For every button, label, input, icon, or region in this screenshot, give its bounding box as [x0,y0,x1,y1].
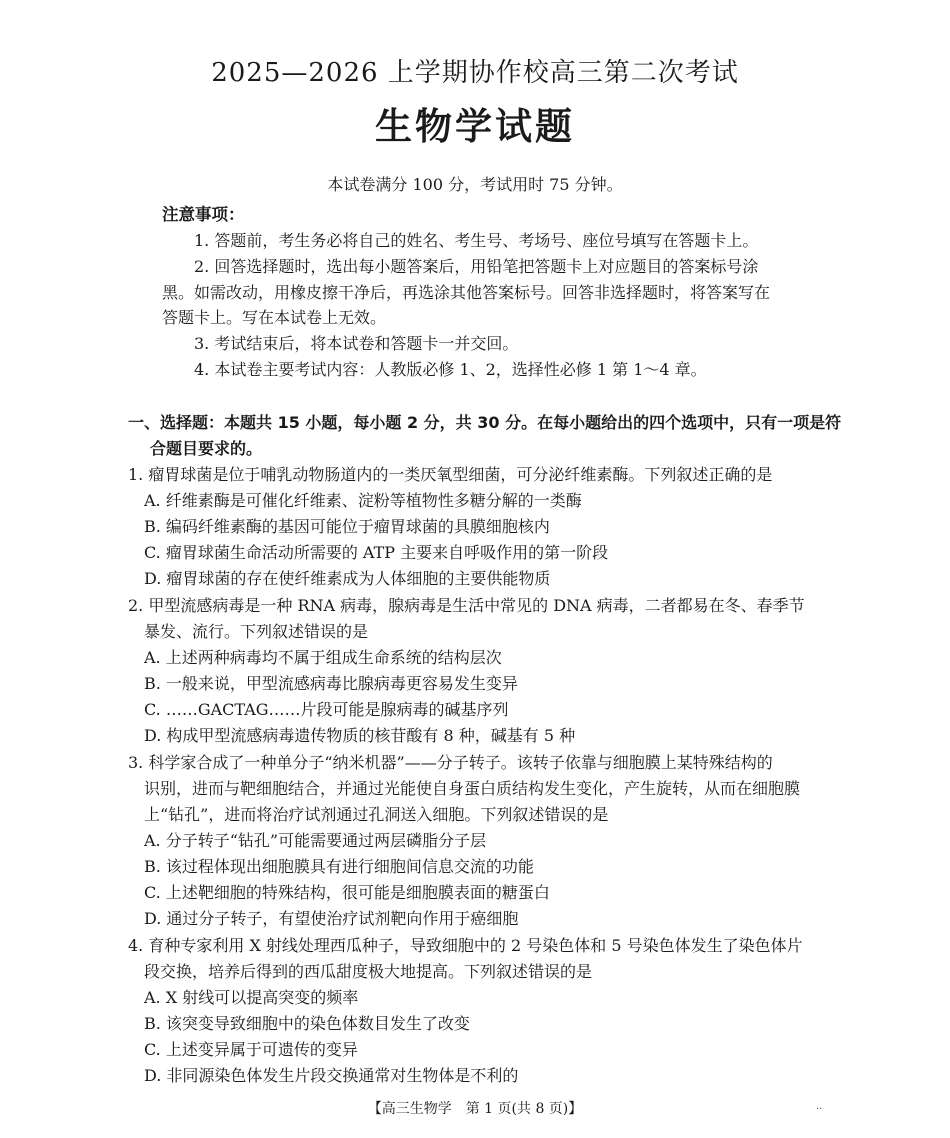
section-heading: 一、选择题：本题共 15 小题，每小题 2 分，共 30 分。在每小题给出的四个选项中，只有一项是符 [128,413,842,432]
note-3: 3. 考试结束后，将本试卷和答题卡一并交回。 [194,334,519,353]
q1-option-b: B. 编码纤维素酶的基因可能位于瘤胃球菌的具膜细胞核内 [144,517,550,536]
q4-option-c: C. 上述变异属于可遗传的变异 [144,1040,358,1059]
note-1: 1. 答题前，考生务必将自己的姓名、考生号、考场号、座位号填写在答题卡上。 [194,231,759,250]
exam-title: 2025—2026 上学期协作校高三第二次考试 [211,58,739,88]
exam-intro: 本试卷满分 100 分，考试用时 75 分钟。 [327,175,623,194]
q4-option-d: D. 非同源染色体发生片段交换通常对生物体是不利的 [144,1066,519,1085]
q2-option-d: D. 构成甲型流感病毒遗传物质的核苷酸有 8 种，碱基有 5 种 [144,726,576,745]
q2-stem: 2. 甲型流感病毒是一种 RNA 病毒，腺病毒是生活中常见的 DNA 病毒，二者都易在冬、春季节 [128,596,805,615]
notes-heading: 注意事项： [162,205,245,224]
q4-stem: 4. 育种专家利用 X 射线处理西瓜种子，导致细胞中的 2 号染色体和 5 号染色体发生了染色体片 [128,936,803,955]
q1-option-a: A. 纤维素酶是可催化纤维素、淀粉等植物性多糖分解的一类酶 [144,491,582,510]
q1-option-c: C. 瘤胃球菌生命活动所需要的 ATP 主要来自呼吸作用的第一阶段 [144,543,609,562]
page-footer: 【高三生物学 第 1 页(共 8 页)】 [367,1101,583,1117]
q2-option-c: C. ……GACTAG……片段可能是腺病毒的碱基序列 [144,700,509,719]
q2-option-b: B. 一般来说，甲型流感病毒比腺病毒更容易发生变异 [144,674,518,693]
corner-mark: ·· [816,1104,823,1115]
section-heading-cont: 合题目要求的。 [150,439,263,458]
q2-stem-cont: 暴发、流行。下列叙述错误的是 [144,622,369,641]
q1-option-d: D. 瘤胃球菌的存在使纤维素成为人体细胞的主要供能物质 [144,569,551,588]
q3-stem-cont: 识别，进而与靶细胞结合，并通过光能使自身蛋白质结构发生变化，产生旋转，从而在细胞膜 [144,779,801,798]
note-4: 4. 本试卷主要考试内容：人教版必修 1、2，选择性必修 1 第 1～4 章。 [194,360,707,379]
note-2: 2. 回答选择题时，选出每小题答案后，用铅笔把答题卡上对应题目的答案标号涂 [194,257,759,276]
q3-option-b: B. 该过程体现出细胞膜具有进行细胞间信息交流的功能 [144,857,534,876]
note-2-end: 答题卡上。写在本试卷上无效。 [162,308,387,327]
note-2-cont: 黑。如需改动，用橡皮擦干净后，再选涂其他答案标号。回答非选择题时，将答案写在 [162,283,771,302]
subject-title: 生物学试题 [375,105,575,148]
q1-stem: 1. 瘤胃球菌是位于哺乳动物肠道内的一类厌氧型细菌，可分泌纤维素酶。下列叙述正确的是 [128,465,773,484]
q2-option-a: A. 上述两种病毒均不属于组成生命系统的结构层次 [144,648,502,667]
q3-option-d: D. 通过分子转子，有望使治疗试剂靶向作用于癌细胞 [144,909,519,928]
q3-stem-end: 上“钻孔”，进而将治疗试剂通过孔洞送入细胞。下列叙述错误的是 [144,805,609,824]
q4-option-b: B. 该突变导致细胞中的染色体数目发生了改变 [144,1014,470,1033]
q4-option-a: A. X 射线可以提高突变的频率 [144,988,359,1007]
q4-stem-cont: 段交换，培养后得到的西瓜甜度极大地提高。下列叙述错误的是 [144,962,593,981]
q3-option-c: C. 上述靶细胞的特殊结构，很可能是细胞膜表面的糖蛋白 [144,883,550,902]
q3-option-a: A. 分子转子“钻孔”可能需要通过两层磷脂分子层 [144,831,487,850]
q3-stem: 3. 科学家合成了一种单分子“纳米机器”——分子转子。该转子依靠与细胞膜上某特殊结构的 [128,753,773,772]
